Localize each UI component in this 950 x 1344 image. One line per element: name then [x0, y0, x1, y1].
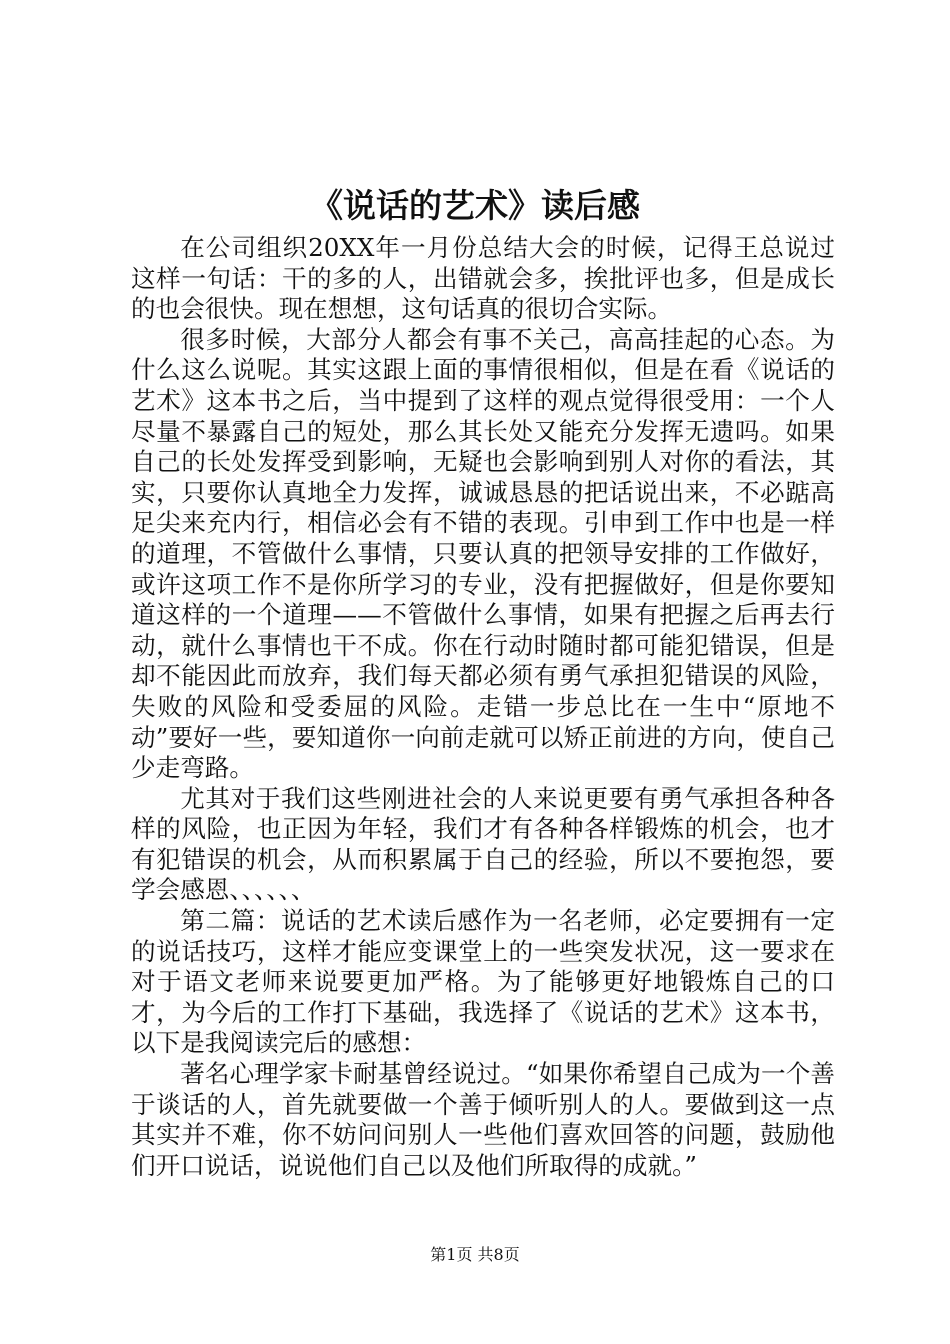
page-title: 《说话的艺术》读后感 [310, 186, 640, 225]
paragraph: 著名心理学家卡耐基曾经说过。“如果你希望自己成为一个善于谈话的人，首先就要做一个善于倾听别人的人。要做到这一点其实并不难，你不妨问问别人一些他们喜欢回答的问题，鼓励他们开口说话，说说他们自己以及他们所取得的成就。” [131, 1059, 835, 1180]
paragraph: 尤其对于我们这些刚进社会的人来说更要有勇气承担各种各样的风险，也正因为年轻，我们才有各种各样锻炼的机会，也才有犯错误的机会，从而积累属于自己的经验，所以不要抱怨，要学会感恩、、、、、、 [131, 783, 835, 905]
paragraph: 第二篇：说话的艺术读后感作为一名老师，必定要拥有一定的说话技巧，这样才能应变课堂上的一些突发状况，这一要求在对于语文老师来说要更加严格。为了能够更好地锻炼自己的口才，为今后的工作打下基础，我选择了《说话的艺术》这本书，以下是我阅读完后的感想： [131, 906, 835, 1058]
paragraph: 在公司组织20XX年一月份总结大会的时候，记得王总说过这样一句话：干的多的人，出错就会多，挨批评也多，但是成长的也会很快。现在想想，这句话真的很切合实际。 [131, 233, 835, 324]
document-body [131, 233, 835, 1181]
paragraph: 很多时候，大部分人都会有事不关己，高高挂起的心态。为什么这么说呢。其实这跟上面的事情很相似，但是在看《说话的艺术》这本书之后，当中提到了这样的观点觉得很受用：一个人尽量不暴露自己的短处，那么其长处又能充分发挥无遗吗。如果自己的长处发挥受到影响，无疑也会影响到别人对你的看法，其实，只要你认真地全力发挥，诚诚恳恳的把话说出来，不必踮高足尖来充内行，相信必会有不错的表现。引申到工作中也是一样的道理，不管做什么事情，只要认真的把领导安排的工作做好，或许这项工作不是你所学习的专业，没有把握做好，但是你要知道这样的一个道理——不管做什么事情，如果有把握之后再去行动，就什么事情也干不成。你在行动时随时都可能犯错误，但是却不能因此而放弃，我们每天都必须有勇气承担犯错误的风险，失败的风险和受委屈的风险。走错一步总比在一生中“原地不动”要好一些，要知道你一向前走就可以矫正前进的方向，使自己少走弯路。 [131, 324, 835, 783]
page-number-footer: 第1页 共8页 [430, 1245, 520, 1264]
